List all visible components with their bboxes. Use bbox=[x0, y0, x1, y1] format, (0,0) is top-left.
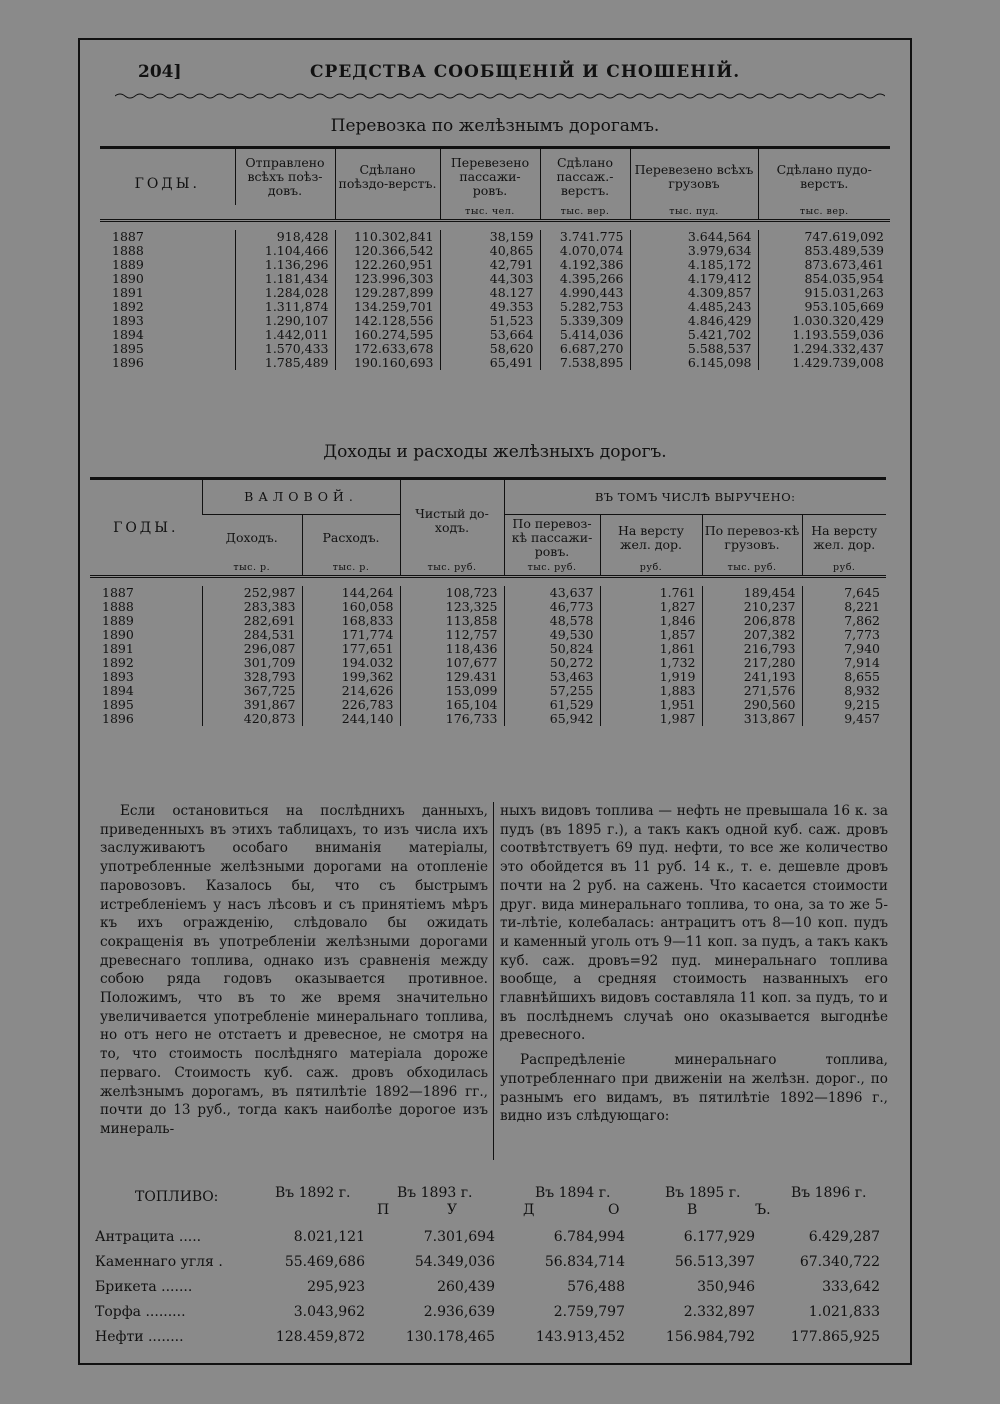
table-row bbox=[100, 230, 890, 244]
value-cell: 177,651 bbox=[302, 642, 400, 656]
year-cell: 1893 bbox=[112, 313, 144, 328]
value-cell: 4.179,412 bbox=[630, 272, 758, 286]
value-cell: 171,774 bbox=[302, 628, 400, 642]
fuel-value: 2.332,897 bbox=[683, 1304, 755, 1320]
fuel-label: ТОПЛИВО: bbox=[135, 1189, 219, 1205]
fuel-value: 6.429,287 bbox=[808, 1229, 880, 1245]
value-cell: 5.421,702 bbox=[630, 328, 758, 342]
unit-trains bbox=[235, 205, 335, 221]
value-cell: 1.311,874 bbox=[235, 300, 335, 314]
fuel-value: 3.043,962 bbox=[293, 1304, 365, 1320]
value-cell: 40,865 bbox=[440, 244, 540, 258]
value-cell: 118,436 bbox=[400, 642, 504, 656]
fuel-value: 2.759,797 bbox=[553, 1304, 625, 1320]
year-cell: 1896 bbox=[102, 711, 134, 726]
table1-title: Перевозка по желѣзнымъ дорогамъ. bbox=[330, 116, 660, 136]
year-cell: 1895 bbox=[112, 341, 144, 356]
text-column-left bbox=[100, 802, 488, 1139]
value-cell: 5.588,537 bbox=[630, 342, 758, 356]
fuel-value: 67.340,722 bbox=[799, 1254, 880, 1270]
fuel-type: Брикета ....... bbox=[95, 1279, 193, 1295]
value-cell: 207,382 bbox=[702, 628, 802, 642]
col-freight-per-verst: На версту жел. дор. bbox=[802, 515, 886, 562]
table-row bbox=[90, 712, 886, 726]
fuel-value: 295,923 bbox=[307, 1279, 365, 1295]
fuel-value: 156.984,792 bbox=[665, 1329, 755, 1345]
table-row bbox=[90, 656, 886, 670]
value-cell: 50,272 bbox=[504, 656, 600, 670]
fuel-value: 6.177,929 bbox=[683, 1229, 755, 1245]
value-cell: 1,951 bbox=[600, 698, 702, 712]
year-cell: 1893 bbox=[102, 669, 134, 684]
railway-transport-table bbox=[100, 146, 890, 384]
fuel-value: 56.513,397 bbox=[674, 1254, 755, 1270]
col-expense: Расходъ. bbox=[302, 515, 400, 562]
year-cell: 1889 bbox=[112, 257, 144, 272]
value-cell: 9,215 bbox=[802, 698, 886, 712]
value-cell: 46,773 bbox=[504, 600, 600, 614]
fuel-type: Антрацита ..... bbox=[95, 1229, 202, 1245]
value-cell: 1.284,028 bbox=[235, 286, 335, 300]
table-row bbox=[100, 328, 890, 342]
group-gross: ВАЛОВОЙ. bbox=[202, 479, 400, 515]
value-cell: 168,833 bbox=[302, 614, 400, 628]
value-cell: 873.673,461 bbox=[758, 258, 890, 272]
unit-net-income: тыс. руб. bbox=[400, 561, 504, 577]
value-cell: 42,791 bbox=[440, 258, 540, 272]
value-cell: 48,578 bbox=[504, 614, 600, 628]
value-cell: 134.259,701 bbox=[335, 300, 440, 314]
unit-letter: Ъ. bbox=[755, 1202, 771, 1218]
value-cell: 108,723 bbox=[400, 586, 504, 600]
value-cell: 7,773 bbox=[802, 628, 886, 642]
table-row bbox=[90, 670, 886, 684]
value-cell: 8,932 bbox=[802, 684, 886, 698]
value-cell: 1.290,107 bbox=[235, 314, 335, 328]
fuel-type: Нефти ........ bbox=[95, 1329, 184, 1345]
value-cell: 1,987 bbox=[600, 712, 702, 726]
fuel-year: Въ 1896 г. bbox=[791, 1185, 867, 1201]
col-passenger-versts: Сдѣлано пассаж.-верстъ. bbox=[540, 148, 630, 206]
table-row bbox=[90, 600, 886, 614]
value-cell: 4.485,243 bbox=[630, 300, 758, 314]
value-cell: 113,858 bbox=[400, 614, 504, 628]
value-cell: 1.442,011 bbox=[235, 328, 335, 342]
value-cell: 153,099 bbox=[400, 684, 504, 698]
fuel-row bbox=[95, 1229, 895, 1251]
value-cell: 38,159 bbox=[440, 230, 540, 244]
value-cell: 57,255 bbox=[504, 684, 600, 698]
value-cell: 1.136,296 bbox=[235, 258, 335, 272]
fuel-year: Въ 1893 г. bbox=[397, 1185, 473, 1201]
year-cell: 1890 bbox=[112, 271, 144, 286]
value-cell: 1.761 bbox=[600, 586, 702, 600]
value-cell: 61,529 bbox=[504, 698, 600, 712]
table-row bbox=[100, 258, 890, 272]
value-cell: 217,280 bbox=[702, 656, 802, 670]
value-cell: 53,664 bbox=[440, 328, 540, 342]
value-cell: 214,626 bbox=[302, 684, 400, 698]
value-cell: 241,193 bbox=[702, 670, 802, 684]
value-cell: 1.570,433 bbox=[235, 342, 335, 356]
value-cell: 49.353 bbox=[440, 300, 540, 314]
value-cell: 4.185,172 bbox=[630, 258, 758, 272]
unit-pood-versts: тыс. вер. bbox=[758, 205, 890, 221]
value-cell: 328,793 bbox=[202, 670, 302, 684]
value-cell: 1.785,489 bbox=[235, 356, 335, 370]
value-cell: 1.181,434 bbox=[235, 272, 335, 286]
value-cell: 6.687,270 bbox=[540, 342, 630, 356]
table-row bbox=[100, 356, 890, 370]
value-cell: 953.105,669 bbox=[758, 300, 890, 314]
value-cell: 123.996,303 bbox=[335, 272, 440, 286]
value-cell: 4.846,429 bbox=[630, 314, 758, 328]
value-cell: 7,645 bbox=[802, 586, 886, 600]
col-passenger-per-verst: На версту жел. дор. bbox=[600, 515, 702, 562]
value-cell: 1.429.739,008 bbox=[758, 356, 890, 370]
value-cell: 1.193.559,036 bbox=[758, 328, 890, 342]
fuel-value: 1.021,833 bbox=[808, 1304, 880, 1320]
year-cell: 1887 bbox=[102, 585, 134, 600]
value-cell: 43,637 bbox=[504, 586, 600, 600]
fuel-value: 8.021,121 bbox=[293, 1229, 365, 1245]
value-cell: 112,757 bbox=[400, 628, 504, 642]
value-cell: 301,709 bbox=[202, 656, 302, 670]
value-cell: 918,428 bbox=[235, 230, 335, 244]
value-cell: 144,264 bbox=[302, 586, 400, 600]
value-cell: 5.339,309 bbox=[540, 314, 630, 328]
value-cell: 5.414,036 bbox=[540, 328, 630, 342]
value-cell: 1,883 bbox=[600, 684, 702, 698]
value-cell: 853.489,539 bbox=[758, 244, 890, 258]
fuel-type: Каменнаго угля . bbox=[95, 1254, 223, 1270]
value-cell: 176,733 bbox=[400, 712, 504, 726]
value-cell: 7,940 bbox=[802, 642, 886, 656]
value-cell: 172.633,678 bbox=[335, 342, 440, 356]
year-cell: 1891 bbox=[112, 285, 144, 300]
col-income: Доходъ. bbox=[225, 530, 278, 545]
unit-expense: тыс. р. bbox=[302, 561, 400, 577]
value-cell: 391,867 bbox=[202, 698, 302, 712]
value-cell: 165,104 bbox=[400, 698, 504, 712]
value-cell: 4.990,443 bbox=[540, 286, 630, 300]
year-cell: 1888 bbox=[102, 599, 134, 614]
railway-finance-table bbox=[90, 477, 886, 742]
fuel-type: Торфа ......... bbox=[95, 1304, 186, 1320]
value-cell: 854.035,954 bbox=[758, 272, 890, 286]
value-cell: 122.260,951 bbox=[335, 258, 440, 272]
table-row bbox=[90, 586, 886, 600]
fuel-value: 2.936,639 bbox=[423, 1304, 495, 1320]
year-cell: 1894 bbox=[112, 327, 144, 342]
value-cell: 296,087 bbox=[202, 642, 302, 656]
year-cell: 1890 bbox=[102, 627, 134, 642]
value-cell: 65,942 bbox=[504, 712, 600, 726]
fuel-value: 55.469,686 bbox=[284, 1254, 365, 1270]
value-cell: 3.741.775 bbox=[540, 230, 630, 244]
value-cell: 1.104,466 bbox=[235, 244, 335, 258]
fuel-value: 128.459,872 bbox=[275, 1329, 365, 1345]
value-cell: 216,793 bbox=[702, 642, 802, 656]
table-row bbox=[90, 614, 886, 628]
running-title: СРЕДСТВА СООБЩЕНІЙ И СНОШЕНІЙ. bbox=[310, 62, 741, 82]
value-cell: 252,987 bbox=[202, 586, 302, 600]
paragraph: ныхъ видовъ топлива — нефть не превышала 16 к. за пудъ (въ 1895 г.), а такъ какъ одной куб. саж. дровъ соотвѣтствуетъ 69 пуд. нефти, то все же количество это обойдется въ 11 руб. 14 к., т. е. дешевле дровъ почти на 2 руб. на сажень. Что касается стоимости друг. вида минеральнаго топлива, то она, за то же 5-ти-лѣтіе, колебалась: антрацитъ отъ 8—10 коп. пудъ и каменный уголь отъ 9—11 коп. за пудъ, а такъ какъ куб. саж. дровъ=92 пуд. минеральнаго топлива вообще, а средняя стоимость названныхъ его главнѣйшихъ видовъ составляла 11 коп. за пудъ, то и въ послѣднемъ случаѣ оно оказывается выгоднѣе древесного. bbox=[500, 803, 888, 1044]
year-cell: 1892 bbox=[102, 655, 134, 670]
value-cell: 129.287,899 bbox=[335, 286, 440, 300]
value-cell: 189,454 bbox=[702, 586, 802, 600]
value-cell: 120.366,542 bbox=[335, 244, 440, 258]
value-cell: 7.538,895 bbox=[540, 356, 630, 370]
value-cell: 1,732 bbox=[600, 656, 702, 670]
unit-income: тыс. р. bbox=[202, 561, 302, 577]
unit-passenger-versts: тыс. вер. bbox=[540, 205, 630, 221]
year-cell: 1894 bbox=[102, 683, 134, 698]
fuel-value: 177.865,925 bbox=[790, 1329, 880, 1345]
value-cell: 420,873 bbox=[202, 712, 302, 726]
fuel-year: Въ 1894 г. bbox=[535, 1185, 611, 1201]
fuel-year: Въ 1892 г. bbox=[275, 1185, 351, 1201]
value-cell: 290,560 bbox=[702, 698, 802, 712]
col-net-income: Чистый до-ходъ. bbox=[400, 479, 504, 562]
value-cell: 44,303 bbox=[440, 272, 540, 286]
value-cell: 160.274,595 bbox=[335, 328, 440, 342]
unit-train-versts bbox=[335, 205, 440, 221]
fuel-value: 7.301,694 bbox=[423, 1229, 495, 1245]
paragraph: Распредѣленіе минеральнаго топлива, употребленнаго при движеніи на желѣзн. дорог., по разнымъ его видамъ, въ пятилѣтіе 1892—1896 г., видно изъ слѣдующаго: bbox=[500, 1052, 888, 1125]
value-cell: 313,867 bbox=[702, 712, 802, 726]
table-row bbox=[90, 628, 886, 642]
fuel-value: 333,642 bbox=[822, 1279, 880, 1295]
value-cell: 3.979,634 bbox=[630, 244, 758, 258]
value-cell: 5.282,753 bbox=[540, 300, 630, 314]
page-frame bbox=[78, 38, 912, 1365]
value-cell: 284,531 bbox=[202, 628, 302, 642]
col-train-versts: Сдѣлано поѣздо-верстъ. bbox=[335, 148, 440, 206]
value-cell: 1.294.332,437 bbox=[758, 342, 890, 356]
year-cell: 1896 bbox=[112, 355, 144, 370]
value-cell: 3.644,564 bbox=[630, 230, 758, 244]
value-cell: 210,237 bbox=[702, 600, 802, 614]
page-header bbox=[80, 60, 910, 90]
value-cell: 123,325 bbox=[400, 600, 504, 614]
table2-title: Доходы и расходы желѣзныхъ дорогъ. bbox=[323, 442, 667, 462]
unit-freight-revenue: тыс. руб. bbox=[702, 561, 802, 577]
group-included: ВЪ ТОМЪ ЧИСЛѢ ВЫРУЧЕНО: bbox=[504, 479, 886, 515]
value-cell: 190.160,693 bbox=[335, 356, 440, 370]
value-cell: 199,362 bbox=[302, 670, 400, 684]
table-row bbox=[100, 286, 890, 300]
table-row bbox=[100, 314, 890, 328]
table-row bbox=[100, 342, 890, 356]
value-cell: 50,824 bbox=[504, 642, 600, 656]
value-cell: 6.145,098 bbox=[630, 356, 758, 370]
page-number: 204] bbox=[138, 62, 182, 82]
value-cell: 8,655 bbox=[802, 670, 886, 684]
table-row bbox=[90, 684, 886, 698]
value-cell: 283,383 bbox=[202, 600, 302, 614]
value-cell: 9,457 bbox=[802, 712, 886, 726]
year-cell: 1895 bbox=[102, 697, 134, 712]
value-cell: 194.032 bbox=[302, 656, 400, 670]
fuel-row bbox=[95, 1304, 895, 1326]
fuel-value: 143.913,452 bbox=[535, 1329, 625, 1345]
unit-passenger-revenue: тыс. руб. bbox=[504, 561, 600, 577]
value-cell: 110.302,841 bbox=[335, 230, 440, 244]
col-passenger-revenue: По перевоз-кѣ пассажи-ровъ. bbox=[504, 515, 600, 562]
unit-passenger-per-verst: руб. bbox=[600, 561, 702, 577]
year-cell: 1891 bbox=[102, 641, 134, 656]
value-cell: 58,620 bbox=[440, 342, 540, 356]
value-cell: 107,677 bbox=[400, 656, 504, 670]
fuel-row bbox=[95, 1254, 895, 1276]
value-cell: 129.431 bbox=[400, 670, 504, 684]
value-cell: 1,919 bbox=[600, 670, 702, 684]
year-cell: 1887 bbox=[112, 229, 144, 244]
fuel-value: 576,488 bbox=[567, 1279, 625, 1295]
value-cell: 226,783 bbox=[302, 698, 400, 712]
col-trains: Отправлено всѣхъ поѣз-довъ. bbox=[235, 148, 335, 206]
value-cell: 282,691 bbox=[202, 614, 302, 628]
value-cell: 53,463 bbox=[504, 670, 600, 684]
fuel-value: 130.178,465 bbox=[405, 1329, 495, 1345]
value-cell: 49,530 bbox=[504, 628, 600, 642]
value-cell: 1,827 bbox=[600, 600, 702, 614]
unit-passengers: тыс. чел. bbox=[440, 205, 540, 221]
col-years: ГОДЫ. bbox=[90, 479, 202, 577]
fuel-row bbox=[95, 1279, 895, 1301]
table-row bbox=[90, 698, 886, 712]
year-cell: 1889 bbox=[102, 613, 134, 628]
unit-letter: Д bbox=[523, 1202, 535, 1218]
value-cell: 7,862 bbox=[802, 614, 886, 628]
value-cell: 747.619,092 bbox=[758, 230, 890, 244]
table-row bbox=[100, 272, 890, 286]
value-cell: 65,491 bbox=[440, 356, 540, 370]
value-cell: 4.192,386 bbox=[540, 258, 630, 272]
value-cell: 1,846 bbox=[600, 614, 702, 628]
year-cell: 1892 bbox=[112, 299, 144, 314]
unit-letter: В bbox=[687, 1202, 698, 1218]
value-cell: 915.031,263 bbox=[758, 286, 890, 300]
unit-letter: У bbox=[447, 1202, 458, 1218]
value-cell: 1,861 bbox=[600, 642, 702, 656]
value-cell: 48.127 bbox=[440, 286, 540, 300]
fuel-value: 56.834,714 bbox=[544, 1254, 625, 1270]
value-cell: 244,140 bbox=[302, 712, 400, 726]
value-cell: 8,221 bbox=[802, 600, 886, 614]
col-years: ГОДЫ. bbox=[100, 148, 235, 221]
unit-letter: О bbox=[608, 1202, 620, 1218]
value-cell: 1,857 bbox=[600, 628, 702, 642]
table-spacer bbox=[90, 726, 886, 742]
table-spacer bbox=[100, 370, 890, 384]
table-row bbox=[90, 642, 886, 656]
fuel-value: 260,439 bbox=[437, 1279, 495, 1295]
year-cell: 1888 bbox=[112, 243, 144, 258]
value-cell: 51,523 bbox=[440, 314, 540, 328]
unit-letter: П bbox=[377, 1202, 390, 1218]
fuel-value: 6.784,994 bbox=[553, 1229, 625, 1245]
paragraph: Если остановиться на послѣднихъ данныхъ, приведенныхъ въ этихъ таблицахъ, то изъ числа ихъ заслуживаютъ особаго вниманія матеріалы, употребленные желѣзными дорогами на отопленіе паровозовъ. Казалось бы, что съ быстрымъ истребленіемъ у насъ лѣсовъ и съ принятіемъ мѣръ къ ихъ огражденію, слѣдовало бы ожидать сокращенія въ употребленіи желѣзными дорогами древеснаго топлива, однако изъ сравненія между собою ряда годовъ оказывается противное. Положимъ, что въ то же время значительно увеличивается употребленіе минеральнаго топлива, но отъ него не отстаетъ и древесное, не смотря на то, что стоимость послѣдняго матеріала дороже перваго. Стоимость куб. саж. дровъ обходилась желѣзнымъ дорогамъ, въ пятилѣтіе 1892—1896 гг., почти до 13 руб., тогда какъ наиболѣе дорогое изъ минераль- bbox=[100, 803, 488, 1137]
value-cell: 271,576 bbox=[702, 684, 802, 698]
col-freight-revenue: По перевоз-кѣ грузовъ. bbox=[702, 515, 802, 562]
value-cell: 142.128,556 bbox=[335, 314, 440, 328]
table-row bbox=[100, 300, 890, 314]
column-divider bbox=[493, 802, 494, 1160]
unit-freight-per-verst: руб. bbox=[802, 561, 886, 577]
fuel-value: 350,946 bbox=[697, 1279, 755, 1295]
value-cell: 4.395,266 bbox=[540, 272, 630, 286]
value-cell: 7,914 bbox=[802, 656, 886, 670]
value-cell: 206,878 bbox=[702, 614, 802, 628]
value-cell: 4.070,074 bbox=[540, 244, 630, 258]
table-row bbox=[100, 244, 890, 258]
col-freight: Перевезено всѣхъ грузовъ bbox=[630, 148, 758, 206]
value-cell: 367,725 bbox=[202, 684, 302, 698]
col-pood-versts: Сдѣлано пудо-верстъ. bbox=[758, 148, 890, 206]
text-column-right bbox=[500, 802, 888, 1126]
value-cell: 160,058 bbox=[302, 600, 400, 614]
fuel-value: 54.349,036 bbox=[414, 1254, 495, 1270]
value-cell: 4.309,857 bbox=[630, 286, 758, 300]
fuel-row bbox=[95, 1329, 895, 1351]
value-cell: 1.030.320,429 bbox=[758, 314, 890, 328]
col-passengers: Перевезено пассажи-ровъ. bbox=[440, 148, 540, 206]
unit-freight: тыс. пуд. bbox=[630, 205, 758, 221]
fuel-year: Въ 1895 г. bbox=[665, 1185, 741, 1201]
decorative-rule bbox=[115, 92, 885, 100]
